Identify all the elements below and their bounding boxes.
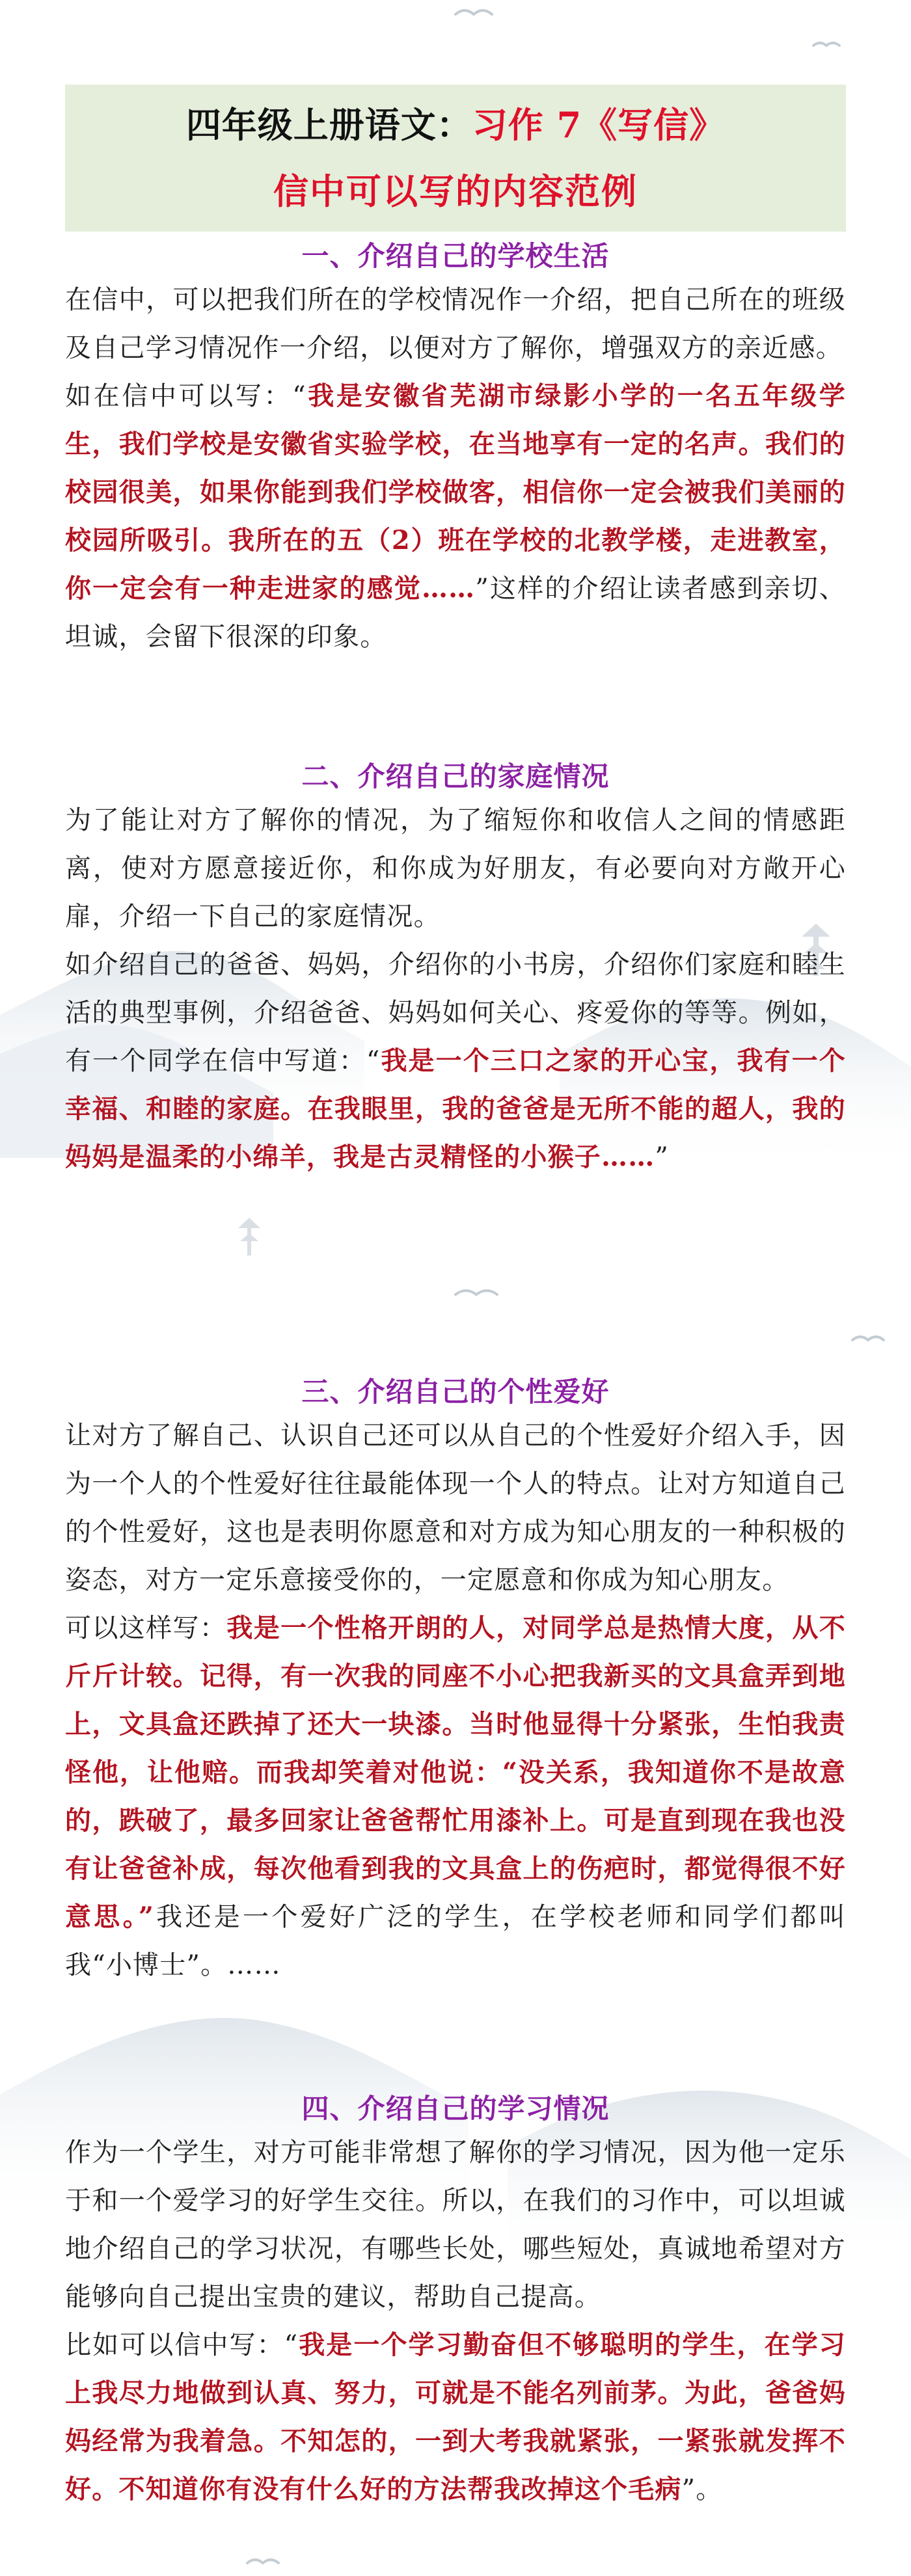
section-study	[65, 2089, 846, 2514]
section-paragraph: 让对方了解自己、认识自己还可以从自己的个性爱好介绍入手，因为一个人的个性爱好往往最能体现一个人的特点。让对方知道自己的个性爱好，这也是表明你愿意和对方成为知心朋友的一种积极的姿态，对方一定乐意接受你的，一定愿意和你成为知心朋友。	[65, 1421, 846, 1595]
example-lead: 可以这样写：	[65, 1613, 227, 1643]
example-quote: 我是安徽省芜湖市绿影小学的一名五年级学生，我们学校是安徽省实验学校，在当地享有一定的名声。我们的校园很美，如果你能到我们学校做客，相信你一定会被我们美丽的校园所吸引。我所在的五（2）班在学校的北教学楼，走进教室，你一定会有一种走进家的感觉……	[65, 381, 846, 604]
example-tail: ”这样的介绍让读者感到亲切、坦诚，会留下很深的印象。	[65, 574, 846, 652]
title-banner	[65, 85, 846, 232]
section-school-life	[65, 237, 846, 661]
section-family	[65, 757, 846, 1181]
example-quote: 我是一个学习勤奋但不够聪明的学生，在学习上我尽力地做到认真、努力，可就是不能名列前茅。为此，爸爸妈妈经常为我着急。不知怎的，一到大考我就紧张，一紧张就发挥不好。不知道你有没有什么好的方法帮我改掉这个毛病	[65, 2329, 847, 2504]
section-heading: 一、介绍自己的学校生活	[301, 240, 610, 272]
section-heading: 二、介绍自己的家庭情况	[301, 760, 610, 792]
example-tail: ”	[655, 1142, 670, 1172]
example-lead: 比如可以信中写：“	[65, 2330, 299, 2360]
title-prefix: 四年级上册语文：	[185, 104, 472, 146]
title-accent: 习作 7《写信》	[472, 104, 726, 146]
page-subtitle: 信中可以写的内容范例	[273, 170, 638, 212]
section-example-paragraph	[65, 941, 846, 1181]
example-lead: 如介绍自己的爸爸、妈妈，介绍你的小书房，介绍你们家庭和睦生活的典型事例，介绍爸爸、妈妈如何关心、疼爱你的等等。例如，有一个同学在信中写道：“	[65, 950, 846, 1076]
section-example-paragraph	[65, 2321, 846, 2514]
example-tail: 我还是一个爱好广泛的学生，在学校老师和同学们都叫我“小博士”。……	[65, 1902, 846, 1980]
page-title	[65, 98, 846, 148]
section-paragraph: 作为一个学生，对方可能非常想了解你的学习情况，因为他一定乐于和一个爱学习的好学生交往。所以，在我们的习作中，可以坦诚地介绍自己的学习状况，有哪些长处，哪些短处，真诚地希望对方能够向自己提出宝贵的建议，帮助自己提高。	[65, 2138, 846, 2312]
section-paragraph: 在信中，可以把我们所在的学校情况作一介绍，把自己所在的班级及自己学习情况作一介绍，以便对方了解你，增强双方的亲近感。	[65, 285, 846, 363]
section-example-paragraph	[65, 372, 846, 661]
section-example-paragraph	[65, 1604, 846, 1989]
section-heading: 三、介绍自己的个性爱好	[301, 1376, 610, 1408]
section-heading: 四、介绍自己的学习情况	[301, 2093, 610, 2125]
example-quote: 我是一个三口之家的开心宝，我有一个幸福、和睦的家庭。在我眼里，我的爸爸是无所不能的超人，我的妈妈是温柔的小绵羊，我是古灵精怪的小猴子……	[65, 1045, 846, 1172]
example-lead: 如在信中可以写：“	[65, 381, 306, 411]
section-paragraph: 为了能让对方了解你的情况，为了缩短你和收信人之间的情感距离，使对方愿意接近你，和你成为好朋友，有必要向对方敞开心扉，介绍一下自己的家庭情况。	[65, 805, 846, 932]
example-tail: ”。	[681, 2475, 723, 2504]
section-hobbies	[65, 1373, 846, 1989]
example-quote: 我是一个性格开朗的人，对同学总是热情大度，从不斤斤计较。记得，有一次我的同座不小心把我新买的文具盒弄到地上，文具盒还跌掉了还大一块漆。当时他显得十分紧张，生怕我责怪他，让他赔。而我却笑着对他说：“没关系，我知道你不是故意的，跌破了，最多回家让爸爸帮忙用漆补上。可是直到现在我也没有让爸爸补成，每次他看到我的文具盒上的伤疤时，都觉得很不好意思。”	[65, 1613, 846, 1932]
